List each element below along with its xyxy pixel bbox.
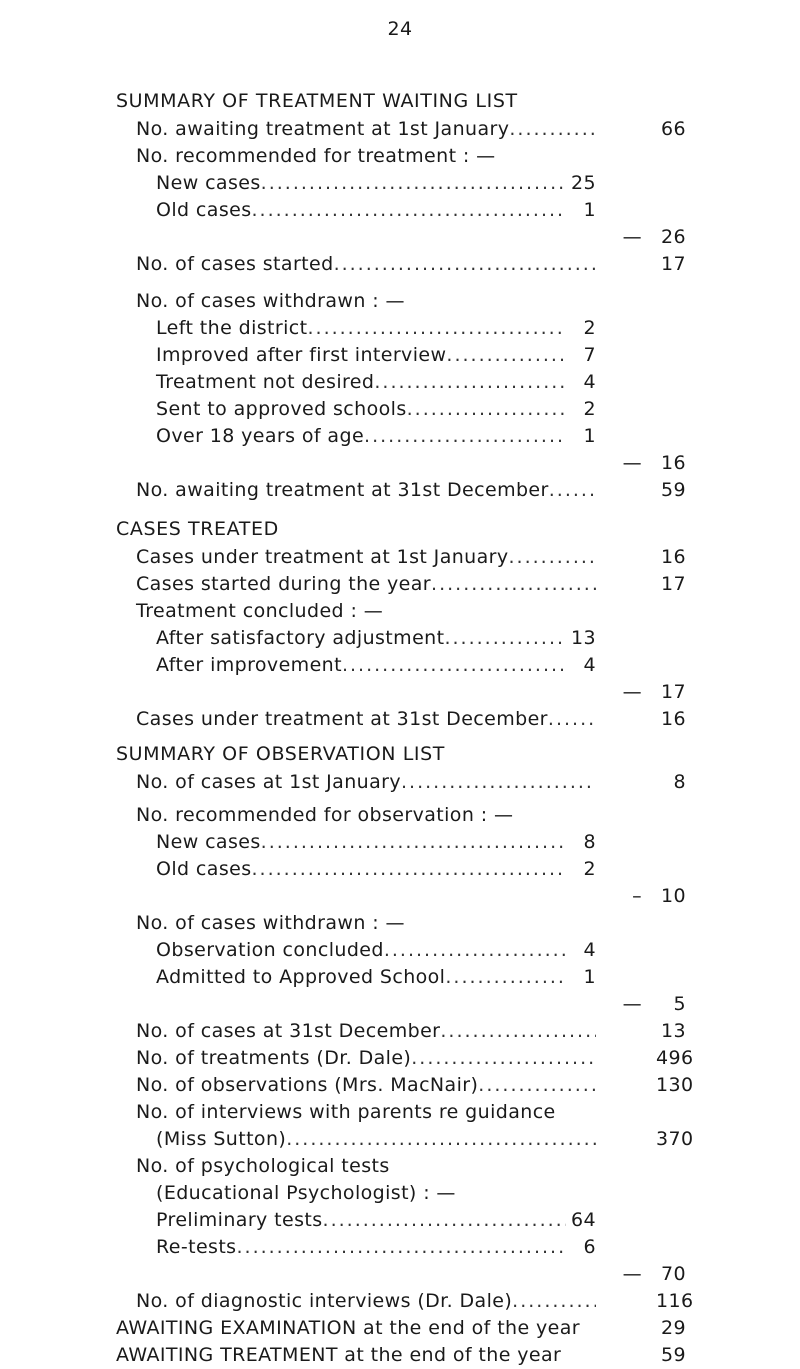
obs-at-jan-row: No. of cases at 1st January ..... 8: [116, 769, 686, 796]
started-row: No. of cases started ..... 17: [116, 251, 686, 278]
document-body: [116, 86, 694, 1369]
withdrawn-total-row: — 16: [622, 452, 686, 474]
observations-row: No. of observations (Mrs. MacNair) ..... 130: [116, 1072, 686, 1099]
treatments-row: No. of treatments (Dr. Dale) ..... 496: [116, 1045, 686, 1072]
withdrawn-label-row: No. of cases withdrawn : —: [136, 290, 405, 312]
withdrawn-item: Improved after first interview ..... 7: [116, 342, 686, 369]
awaiting-dec-row: No. awaiting treatment at 31st December ..... 59: [116, 477, 686, 504]
section-title-observation-list: SUMMARY OF OBSERVATION LIST: [116, 743, 445, 765]
section-title-treatment-waiting-list: SUMMARY OF TREATMENT WAITING LIST: [116, 90, 518, 112]
recommended-total-row: — 26: [622, 226, 686, 248]
psych-label-row: No. of psychological tests: [136, 1155, 390, 1177]
psych-sub-label-row: (Educational Psychologist) : —: [156, 1182, 456, 1204]
interviews-label-row: No. of interviews with parents re guidance: [136, 1101, 556, 1123]
started-year-row: Cases started during the year ..... 17: [116, 571, 686, 598]
satisfactory-row: After satisfactory adjustment ..... 13: [116, 625, 686, 652]
page-number: 24: [387, 18, 413, 40]
concluded-label-row: Treatment concluded : —: [136, 600, 384, 622]
obs-at-dec-row: No. of cases at 31st December ..... 13: [116, 1018, 686, 1045]
obs-withdrawn-total-row: — 5: [622, 993, 686, 1015]
improvement-row: After improvement ..... 4: [116, 652, 686, 679]
psych-total-row: — 70: [622, 1263, 686, 1285]
recommended-label-row: No. recommended for treatment : —: [136, 145, 496, 167]
under-dec-row: Cases under treatment at 31st December ..... 16: [116, 706, 686, 733]
preliminary-row: Preliminary tests ..... 64: [116, 1207, 686, 1234]
concluded-total-row: — 17: [622, 681, 686, 703]
awaiting-exam-row: AWAITING EXAMINATION at the end of the year 29: [116, 1317, 686, 1339]
section-title-cases-treated: CASES TREATED: [116, 518, 279, 540]
obs-recommended-label-row: No. recommended for observation : —: [136, 804, 514, 826]
obs-old-cases-row: Old cases ..... 2: [116, 856, 686, 883]
retests-row: Re-tests ..... 6: [116, 1234, 686, 1261]
obs-recommended-total-row: – 10: [632, 885, 686, 907]
obs-new-cases-row: New cases ..... 8: [116, 829, 686, 856]
obs-concluded-row: Observation concluded ..... 4: [116, 937, 686, 964]
new-cases-row: New cases ..... 25: [116, 170, 686, 197]
interviews-row: (Miss Sutton) ..... 370: [116, 1126, 686, 1153]
withdrawn-item: Sent to approved schools ..... 2: [116, 396, 686, 423]
obs-withdrawn-label-row: No. of cases withdrawn : —: [136, 912, 405, 934]
obs-admitted-row: Admitted to Approved School ..... 1: [116, 964, 686, 991]
withdrawn-item: Over 18 years of age ..... 1: [116, 423, 686, 450]
withdrawn-item: Left the district ..... 2: [116, 315, 686, 342]
diagnostic-row: No. of diagnostic interviews (Dr. Dale) ..... 116: [116, 1288, 686, 1315]
awaiting-treat-row: AWAITING TREATMENT at the end of the year 59: [116, 1344, 686, 1366]
withdrawn-item: Treatment not desired ..... 4: [116, 369, 686, 396]
awaiting-jan-row: No. awaiting treatment at 1st January ..... 66: [116, 116, 686, 143]
old-cases-row: Old cases ..... 1: [116, 197, 686, 224]
under-jan-row: Cases under treatment at 1st January ..... 16: [116, 544, 686, 571]
